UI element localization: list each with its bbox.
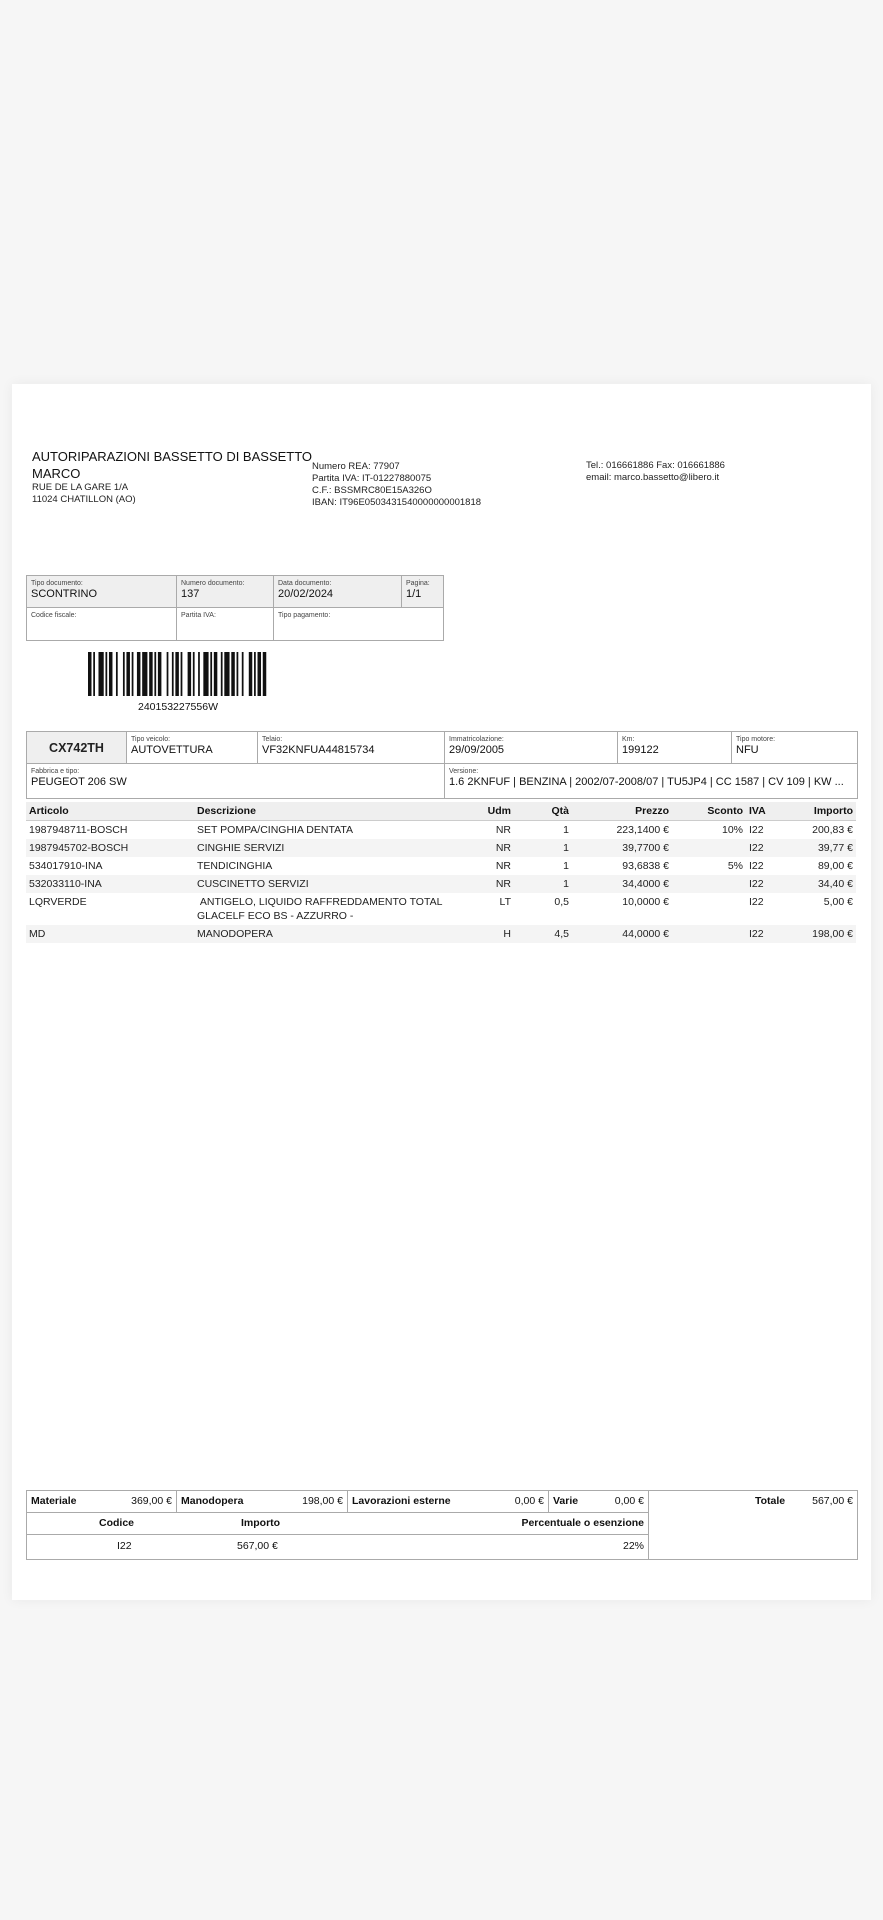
col-prezzo: Prezzo [572, 802, 672, 821]
doc-pagina: 1/1 [406, 588, 422, 600]
vehicle-motore: NFU [736, 744, 759, 756]
vehicle-versione: 1.6 2KNFUF | BENZINA | 2002/07-2008/07 | TU5JP4 | CC 1587 | CV 109 | KW ... [449, 776, 844, 788]
totals-totale [649, 1491, 857, 1559]
vehicle-km: 199122 [622, 744, 659, 756]
vehicle-versione-cell: Versione: 1.6 2KNFUF | BENZINA | 2002/07-2008/07 | TU5JP4 | CC 1587 | CV 109 | KW ... [445, 764, 857, 798]
totals-materiale: Materiale 369,00 € [27, 1491, 177, 1513]
company-fiscal-info [312, 461, 481, 509]
col-iva: IVA [746, 802, 786, 821]
vehicle-tipo: AUTOVETTURA [131, 744, 213, 756]
vehicle-immatricolazione: 29/09/2005 [449, 744, 505, 756]
doc-tipo-cell: Tipo documento: SCONTRINO [27, 576, 177, 608]
company-piva: Partita IVA: IT-01227880075 [312, 473, 432, 484]
doc-pagamento-cell: Tipo pagamento: [278, 612, 331, 619]
table-row: 534017910-INA TENDICINGHIA NR 1 93,6838 € 5% I22 89,00 € [29, 860, 853, 872]
col-sconto: Sconto [672, 802, 746, 821]
company-cf: C.F.: BSSMRC80E15A326O [312, 485, 432, 496]
table-row: 1987945702-BOSCH CINGHIE SERVIZI NR 1 39,7700 € I22 39,77 € [26, 839, 856, 857]
doc-numero: 137 [181, 588, 200, 600]
invoice-page [12, 384, 871, 1600]
totals-box [26, 1490, 858, 1560]
doc-data-cell: Data documento: 20/02/2024 [274, 576, 402, 608]
table-row: LQRVERDE ANTIGELO, LIQUIDO RAFFREDDAMENTO TOTAL GLACELF ECO BS - AZZURRO - LT 0,5 10,0000 € I22 5,00 € [29, 896, 853, 922]
company-tel: Tel.: 016661886 Fax: 016661886 [586, 460, 725, 471]
vat-importo: 567,00 € [237, 1540, 278, 1552]
company-email: email: marco.bassetto@libero.it [586, 472, 720, 483]
vehicle-plate: CX742TH [27, 732, 127, 764]
vehicle-km-cell: Km: 199122 [618, 732, 732, 764]
vehicle-info-box [26, 731, 858, 799]
company-rea: Numero REA: 77907 [312, 461, 400, 472]
col-qta: Qtà [514, 802, 572, 821]
table-row: 532033110-INA CUSCINETTO SERVIZI NR 1 34,4000 € I22 34,40 € [26, 875, 856, 893]
company-contacts [586, 460, 725, 484]
vat-percentuale: 22% [622, 1540, 644, 1552]
items-header-row [26, 802, 856, 821]
company-address-1: RUE DE LA GARE 1/A [32, 482, 129, 493]
company-iban: IBAN: IT96E0503431540000000001818 [312, 497, 482, 508]
table-row: 1987948711-BOSCH SET POMPA/CINGHIA DENTATA NR 1 223,1400 € 10% I22 200,83 € [29, 824, 853, 836]
vehicle-telaio: VF32KNFUA44815734 [262, 744, 375, 756]
vehicle-tipo-cell: Tipo veicolo: AUTOVETTURA [127, 732, 258, 764]
doc-tipo: SCONTRINO [31, 588, 97, 600]
vehicle-fabbrica-cell: Fabbrica e tipo: PEUGEOT 206 SW [27, 764, 445, 798]
doc-pagina-cell: Pagina: 1/1 [402, 576, 443, 608]
table-row: MD MANODOPERA H 4,5 44,0000 € I22 198,00 € [26, 925, 856, 943]
document-info-box [26, 575, 444, 641]
vehicle-immatricolazione-cell: Immatricolazione: 29/09/2005 [445, 732, 618, 764]
company-address-2: 11024 CHATILLON (AO) [32, 494, 136, 505]
barcode-number: 240153227556W [138, 701, 218, 713]
barcode-graphic [88, 652, 268, 696]
company-name: AUTORIPARAZIONI BASSETTO DI BASSETTO MARCO RUE DE LA GARE 1/A 11024 CHATILLON (AO) [32, 448, 322, 506]
totale-label: Totale [755, 1495, 786, 1507]
vat-value-row [27, 1535, 649, 1559]
vat-header-row: Codice Importo Percentuale o esenzione [27, 1513, 649, 1535]
items-table [26, 802, 856, 943]
vehicle-telaio-cell: Telaio: VF32KNFUA44815734 [258, 732, 445, 764]
vehicle-fabbrica: PEUGEOT 206 SW [31, 776, 127, 788]
doc-data: 20/02/2024 [278, 588, 334, 600]
totale-value: 567,00 € [812, 1495, 853, 1507]
vehicle-motore-cell: Tipo motore: NFU [732, 732, 857, 764]
doc-numero-cell: Numero documento: 137 [177, 576, 274, 608]
col-udm: Udm [466, 802, 514, 821]
col-articolo: Articolo [26, 802, 194, 821]
totals-varie: Varie 0,00 € [549, 1491, 649, 1513]
col-importo: Importo [786, 802, 856, 821]
totals-lavorazioni: Lavorazioni esterne 0,00 € [348, 1491, 549, 1513]
doc-piva-cell: Partita IVA: [177, 608, 274, 640]
doc-cf-cell: Codice fiscale: [27, 608, 177, 640]
vat-codice: I22 [117, 1540, 132, 1552]
col-descrizione: Descrizione [194, 802, 466, 821]
totals-manodopera: Manodopera 198,00 € [177, 1491, 348, 1513]
